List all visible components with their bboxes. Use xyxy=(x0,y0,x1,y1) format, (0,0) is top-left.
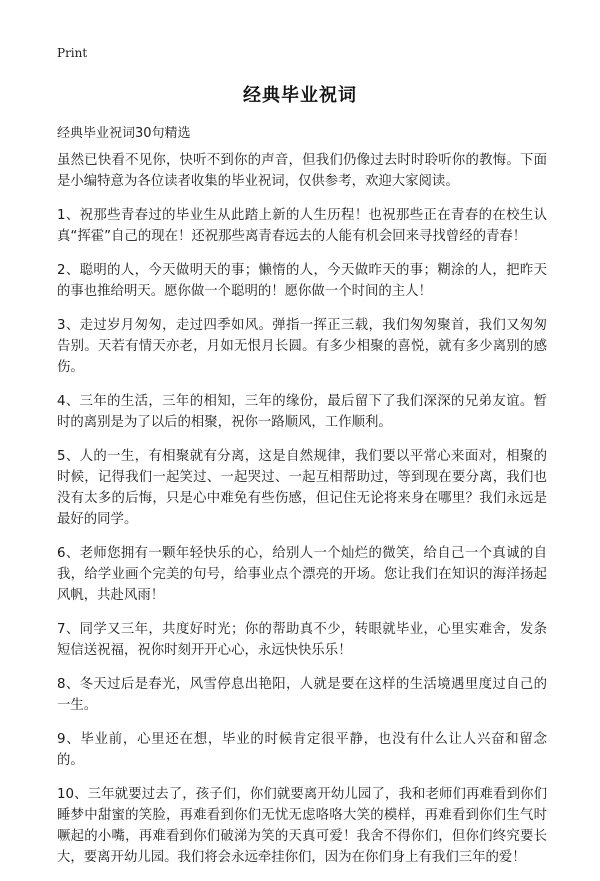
page-title: 经典毕业祝词 xyxy=(243,85,357,106)
article-body xyxy=(57,150,547,881)
print-link[interactable]: Print xyxy=(57,46,88,60)
wish-paragraph-6: 6、老师您拥有一颗年轻快乐的心，给别人一个灿烂的微笑，给自己一个真诚的自我，给学业画个完美的句号，给事业点个漂亮的开场。您让我们在知识的海洋扬起风帆，共赴风雨！ xyxy=(57,546,547,603)
wish-paragraph-9: 9、毕业前，心里还在想，毕业的时候肯定很平静，也没有什么让人兴奋和留念的。 xyxy=(57,732,547,768)
wish-paragraph-4: 4、三年的生活，三年的相知，三年的缘份，最后留下了我们深深的兄弟友谊。暂时的离别是为了以后的相聚，祝你一路顺风，工作顺利。 xyxy=(57,394,547,430)
wish-paragraph-10: 10、三年就要过去了，孩子们，你们就要离开幼儿园了，我和老师们再难看到你们睡梦中甜蜜的笑脸，再难看到你们无忧无虑咯咯大笑的模样，再难看到你们生气时噘起的小嘴，再难看到你们破涕为笑的天真可爱！我舍不得你们，但你们终究要长大，要离开幼儿园。我们将会永远牵挂你们，因为在你们身上有我们三年的爱！ xyxy=(57,787,547,865)
document-subtitle: 经典毕业祝词30句精选 xyxy=(57,126,191,141)
wish-paragraph-2: 2、聪明的人，今天做明天的事；懒惰的人，今天做昨天的事；糊涂的人，把昨天的事也推给明天。愿你做一个聪明的！愿你做一个时间的主人！ xyxy=(57,263,547,299)
wish-paragraph-7: 7、同学又三年，共度好时光；你的帮助真不少，转眼就毕业，心里实难舍，发条短信送祝福，祝你时刻开开心心，永远快快乐乐！ xyxy=(57,622,547,658)
wish-paragraph-1: 1、祝那些青春过的毕业生从此踏上新的人生历程！也祝那些正在青春的在校生认真“挥霍”自己的现在！还祝那些离青春远去的人能有机会回来寻找曾经的青春！ xyxy=(57,208,547,244)
wish-paragraph-5: 5、人的一生，有相聚就有分离，这是自然规律，我们要以平常心来面对，相聚的时候，记得我们一起笑过、一起哭过、一起互相帮助过，等到现在要分离，我们也没有太多的后悔，只是心中难免有些伤感，但记住无论将来身在哪里？我们永远是最好的同学。 xyxy=(57,449,547,527)
wish-paragraph-3: 3、走过岁月匆匆，走过四季如风。弹指一挥正三载，我们匆匆聚首，我们又匆匆告别。天若有情天亦老，月如无恨月长圆。有多少相聚的喜悦，就有多少离别的感伤。 xyxy=(57,318,547,375)
intro-paragraph: 虽然已快看不见你，快听不到你的声音，但我们仍像过去时时聆听你的教悔。下面是小编特意为各位读者收集的毕业祝词，仅供参考，欢迎大家阅读。 xyxy=(57,153,547,189)
wish-paragraph-8: 8、冬天过后是春光，风雪停息出艳阳，人就是要在这样的生活境遇里度过自己的一生。 xyxy=(57,677,547,713)
